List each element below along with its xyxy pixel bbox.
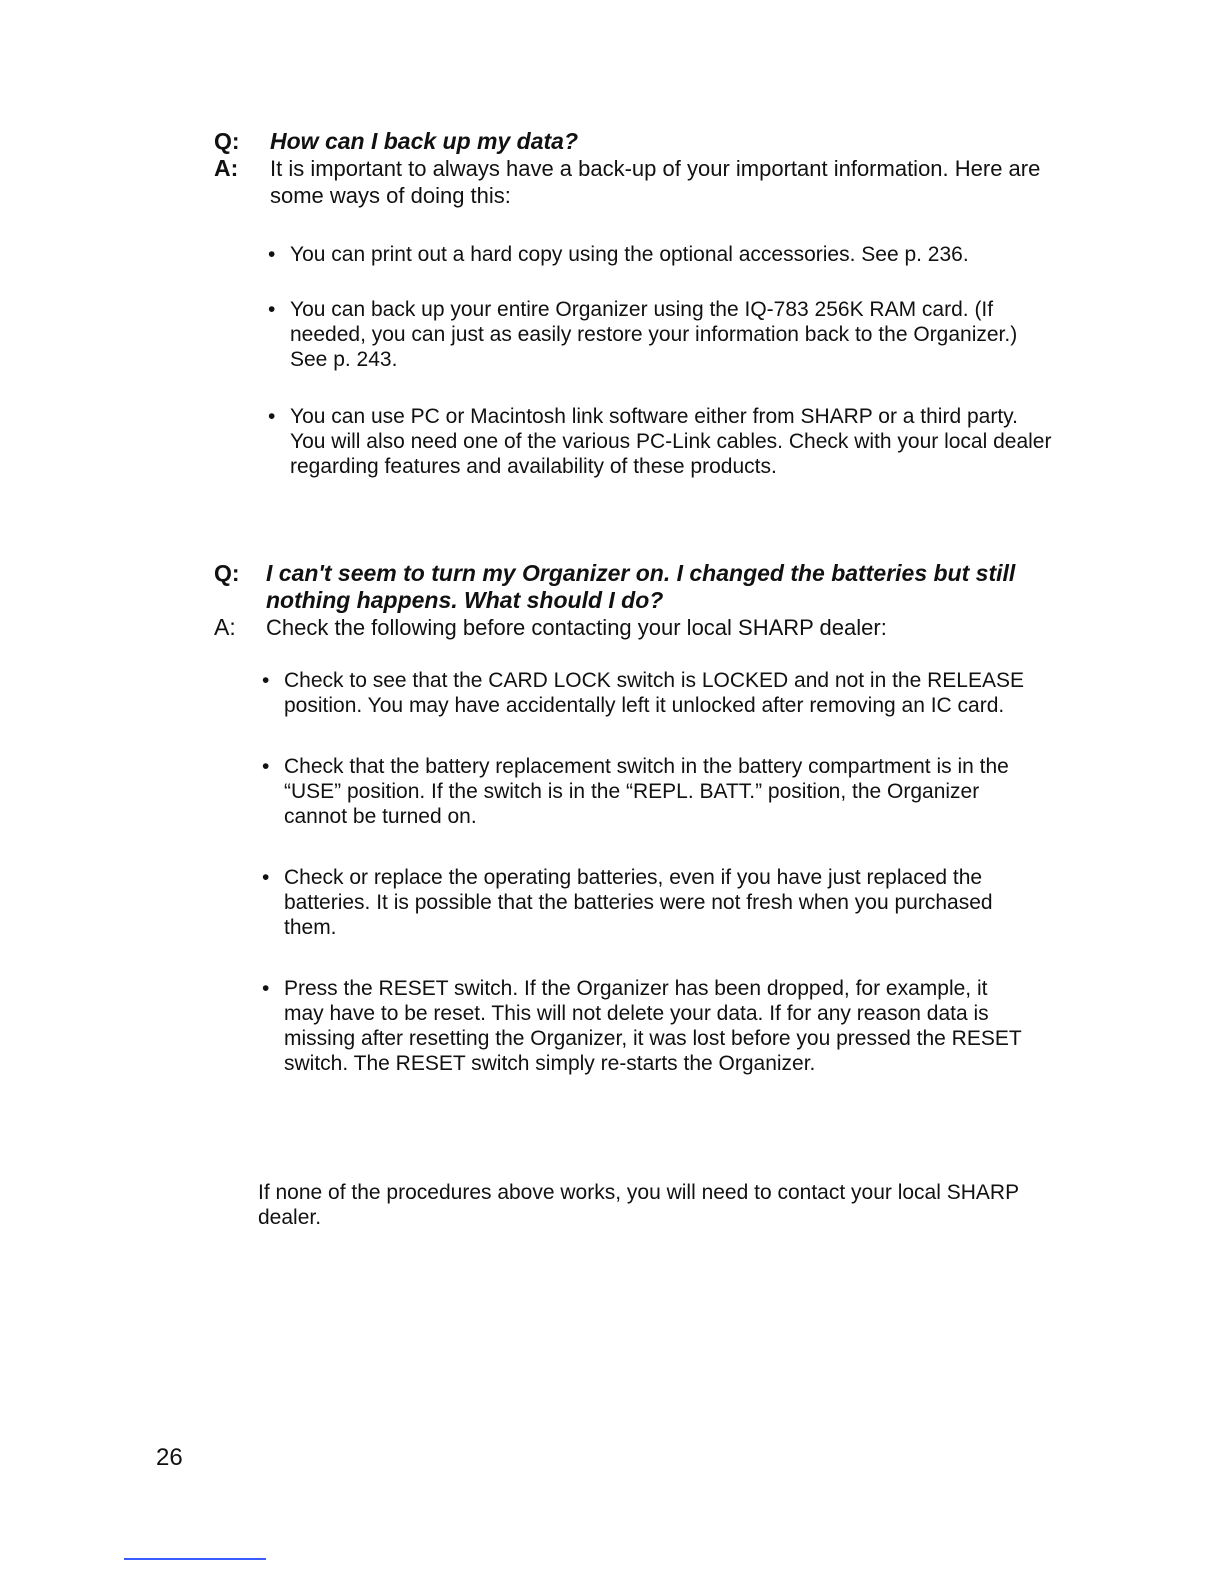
question-label: Q: xyxy=(214,560,240,586)
answer-row xyxy=(214,614,1074,641)
answer-row xyxy=(214,155,1074,209)
list-item: • Check to see that the CARD LOCK switch is LOCKED and not in the RELEASE position. You may have accidentally left it unlocked after removing an IC card. xyxy=(262,668,1032,718)
answer-label: A: xyxy=(214,155,239,181)
bottom-rule xyxy=(124,1558,266,1560)
list-item: • You can back up your entire Organizer using the IQ-783 256K RAM card. (If needed, you can just as easily restore your information back to the Organizer.) See p. 243. xyxy=(268,297,1058,372)
backup-options-list xyxy=(268,242,1058,479)
question-row xyxy=(214,128,1074,155)
question-row xyxy=(214,560,1074,614)
qa-backup-section xyxy=(214,128,1074,209)
question-label: Q: xyxy=(214,128,240,154)
list-item: • You can use PC or Macintosh link software either from SHARP or a third party. You will also need one of the various PC-Link cables. Check with your local dealer regarding features and availability of these products. xyxy=(268,404,1058,479)
list-item: • Check or replace the operating batteries, even if you have just replaced the batteries. It is possible that the batteries were not fresh when you purchased them. xyxy=(262,865,1032,940)
answer-label: A: xyxy=(214,614,236,640)
answer-text: Check the following before contacting your local SHARP dealer: xyxy=(266,615,887,640)
qa-power-section xyxy=(214,560,1074,641)
closing-note: If none of the procedures above works, you will need to contact your local SHARP dealer. xyxy=(258,1181,1019,1229)
troubleshooting-list xyxy=(262,668,1032,1076)
answer-text: It is important to always have a back-up of your important information. Here are some ways of doing this: xyxy=(270,156,1041,208)
list-item: • You can print out a hard copy using the optional accessories. See p. 236. xyxy=(268,242,1058,267)
list-item: • Press the RESET switch. If the Organizer has been dropped, for example, it may have to be reset. This will not delete your data. If for any reason data is missing after resetting the Organizer, it was lost before you pressed the RESET switch. The RESET switch simply re-starts the Organizer. xyxy=(262,976,1032,1076)
list-item: • Check that the battery replacement switch in the battery compartment is in the “USE” position. If the switch is in the “REPL. BATT.” position, the Organizer cannot be turned on. xyxy=(262,754,1032,829)
page-number: 26 xyxy=(156,1444,183,1471)
question-text: How can I back up my data? xyxy=(270,128,579,154)
question-text: I can't seem to turn my Organizer on. I changed the batteries but still nothing happens. What should I do? xyxy=(266,560,1016,613)
